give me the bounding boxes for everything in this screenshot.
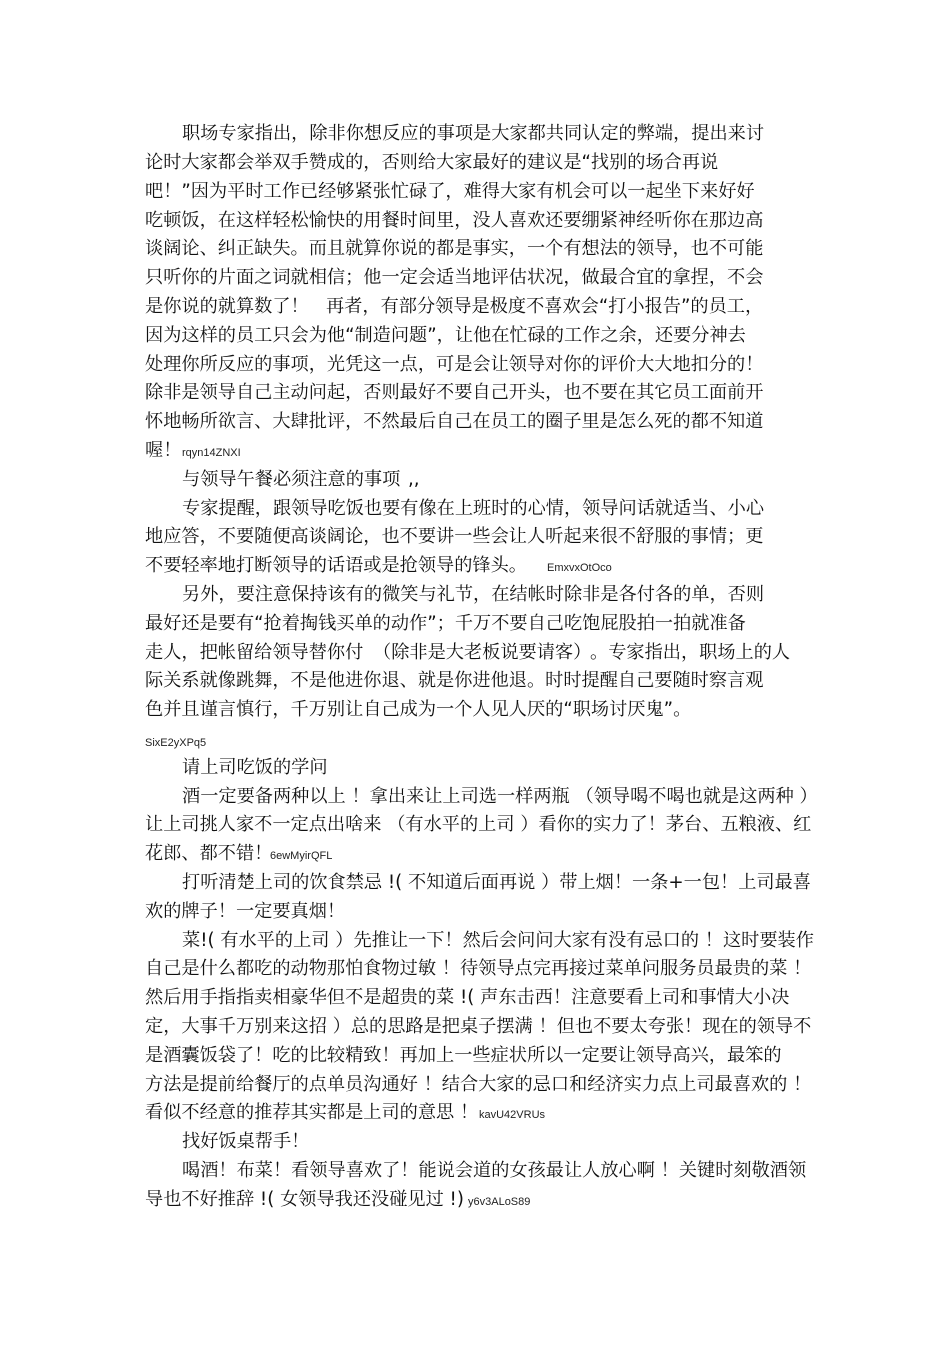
text-line: 怀地畅所欲言、大肆批评，不然最后自己在员工的圈子里是怎么死的都不知道 xyxy=(145,411,764,432)
text-line: 另外，要注意保持该有的微笑与礼节，在结帐时除非是各付各的单，否则 xyxy=(182,584,765,605)
code-tag: 6ewMyirQFL xyxy=(270,850,333,862)
text-line: 方法是提前给餐厅的点单员沟通好 ！结合大家的忌口和经济实力点上司最喜欢的 ！ xyxy=(145,1074,812,1095)
section-heading: 请上司吃饭的学问 xyxy=(182,757,328,778)
text-line: 然后用手指指卖相豪华但不是超贵的菜 !( 声东击西！注意要看上司和事情大小决 xyxy=(145,987,790,1008)
text-line: 打听清楚上司的饮食禁忌 !( 不知道后面再说 ）带上烟！一条+一包！上司最喜 xyxy=(182,872,811,893)
text-line: 际关系就像跳舞，不是他进你退、就是你进他退。时时提醒自己要随时察言观 xyxy=(145,670,764,691)
text-line: 花郎、都不错！ xyxy=(145,843,273,864)
text-line: 只听你的片面之词就相信；他一定会适当地评估状况，做最合宜的拿捏，不会 xyxy=(145,267,764,288)
text-line: 欢的牌子！一定要真烟！ xyxy=(145,901,346,922)
text-line: 地应答，不要随便高谈阔论，也不要讲一些会让人听起来很不舒服的事情；更 xyxy=(145,526,764,547)
text-line: 专家提醒，跟领导吃饭也要有像在上班时的心情，领导问话就适当、小心 xyxy=(182,498,765,519)
code-tag: SixE2yXPq5 xyxy=(145,737,207,749)
text-line: 自己是什么都吃的动物那怕食物过敏 ！待领导点完再接过菜单问服务员最贵的菜 ！ xyxy=(145,958,812,979)
text-line: 酒一定要备两种以上 ！拿出来让上司选一样两瓶 （领导喝不喝也就是这两种 ） xyxy=(182,786,818,807)
code-tag: y6v3ALoS89 xyxy=(468,1196,531,1208)
section-heading: 找好饭桌帮手！ xyxy=(182,1131,310,1152)
text-line: 导也不好推辞 !( 女领导我还没碰见过 !) xyxy=(145,1189,464,1210)
text-line: 是你说的就算数了！ xyxy=(145,296,309,317)
text-line: 谈阔论、纠正缺失。而且就算你说的都是事实，一个有想法的领导，也不可能 xyxy=(145,238,764,259)
code-tag: EmxvxOtOco xyxy=(547,562,612,574)
text-line: 论时大家都会举双手赞成的，否则给大家最好的建议是“找别的场合再说 xyxy=(145,152,719,173)
text-line: 。专家指出，职场上的人 xyxy=(590,642,791,663)
text-line: 定，大事千万别来这招 ）总的思路是把桌子摆满 ！但也不要太夸张！现在的领导不 xyxy=(145,1016,812,1037)
section-heading: 与领导午餐必须注意的事项 xyxy=(182,469,401,490)
text-line: 不要轻率地打断领导的话语或是抢领导的锋头。 xyxy=(145,555,527,576)
text-line: 让上司挑人家不一定点出啥来 （有水平的上司 ）看你的实力了！茅台、五粮液、红 xyxy=(145,814,812,835)
text-line: 最好还是要有“抢着掏钱买单的动作”；千万不要自己吃饱屁股拍一拍就准备 xyxy=(145,613,746,634)
text-line: 菜!( 有水平的上司 ）先推让一下！然后会问问大家有没有忌口的 ！这时要装作 xyxy=(182,930,814,951)
text-line: 因为这样的员工只会为他“制造问题”，让他在忙碌的工作之余，还要分神去 xyxy=(145,325,746,346)
text-line: 色并且谨言慎行，千万别让自己成为一个人见人厌的“职场讨厌鬼”。 xyxy=(145,699,692,720)
text-line: 吧！”因为平时工作已经够紧张忙碌了，难得大家有机会可以一起坐下来好好 xyxy=(145,181,755,202)
text-line: 喔！ xyxy=(145,440,182,461)
text-line: （除非是大老板说要请客） xyxy=(373,642,592,663)
text-line: 职场专家指出，除非你想反应的事项是大家都共同认定的弊端，提出来讨 xyxy=(182,123,765,144)
text-line: 看似不经意的推荐其实都是上司的意思 ！ xyxy=(145,1102,479,1123)
text-line: 处理你所反应的事项，光凭这一点，可是会让领导对你的评价大大地扣分的！ xyxy=(145,354,764,375)
text-line: 喝酒！布菜！看领导喜欢了！能说会道的女孩最让人放心啊 ！关键时刻敬酒领 xyxy=(182,1160,807,1181)
text-line: 吃顿饭，在这样轻松愉快的用餐时间里，没人喜欢还要绷紧神经听你在那边高 xyxy=(145,210,764,231)
text-line: 再者，有部分领导是极度不喜欢会“打小报告”的员工， xyxy=(326,296,764,317)
text-line: 是酒囊饭袋了！吃的比较精致！再加上一些症状所以一定要让领导高兴，最笨的 xyxy=(145,1045,782,1066)
code-tag: kavU42VRUs xyxy=(479,1109,546,1121)
text-line: 除非是领导自己主动问起，否则最好不要自己开头，也不要在其它员工面前开 xyxy=(145,382,764,403)
text-line: 走人，把帐留给领导替你付 xyxy=(145,642,364,663)
code-tag: rqyn14ZNXI xyxy=(182,447,241,459)
text-line: ,, xyxy=(408,469,420,490)
